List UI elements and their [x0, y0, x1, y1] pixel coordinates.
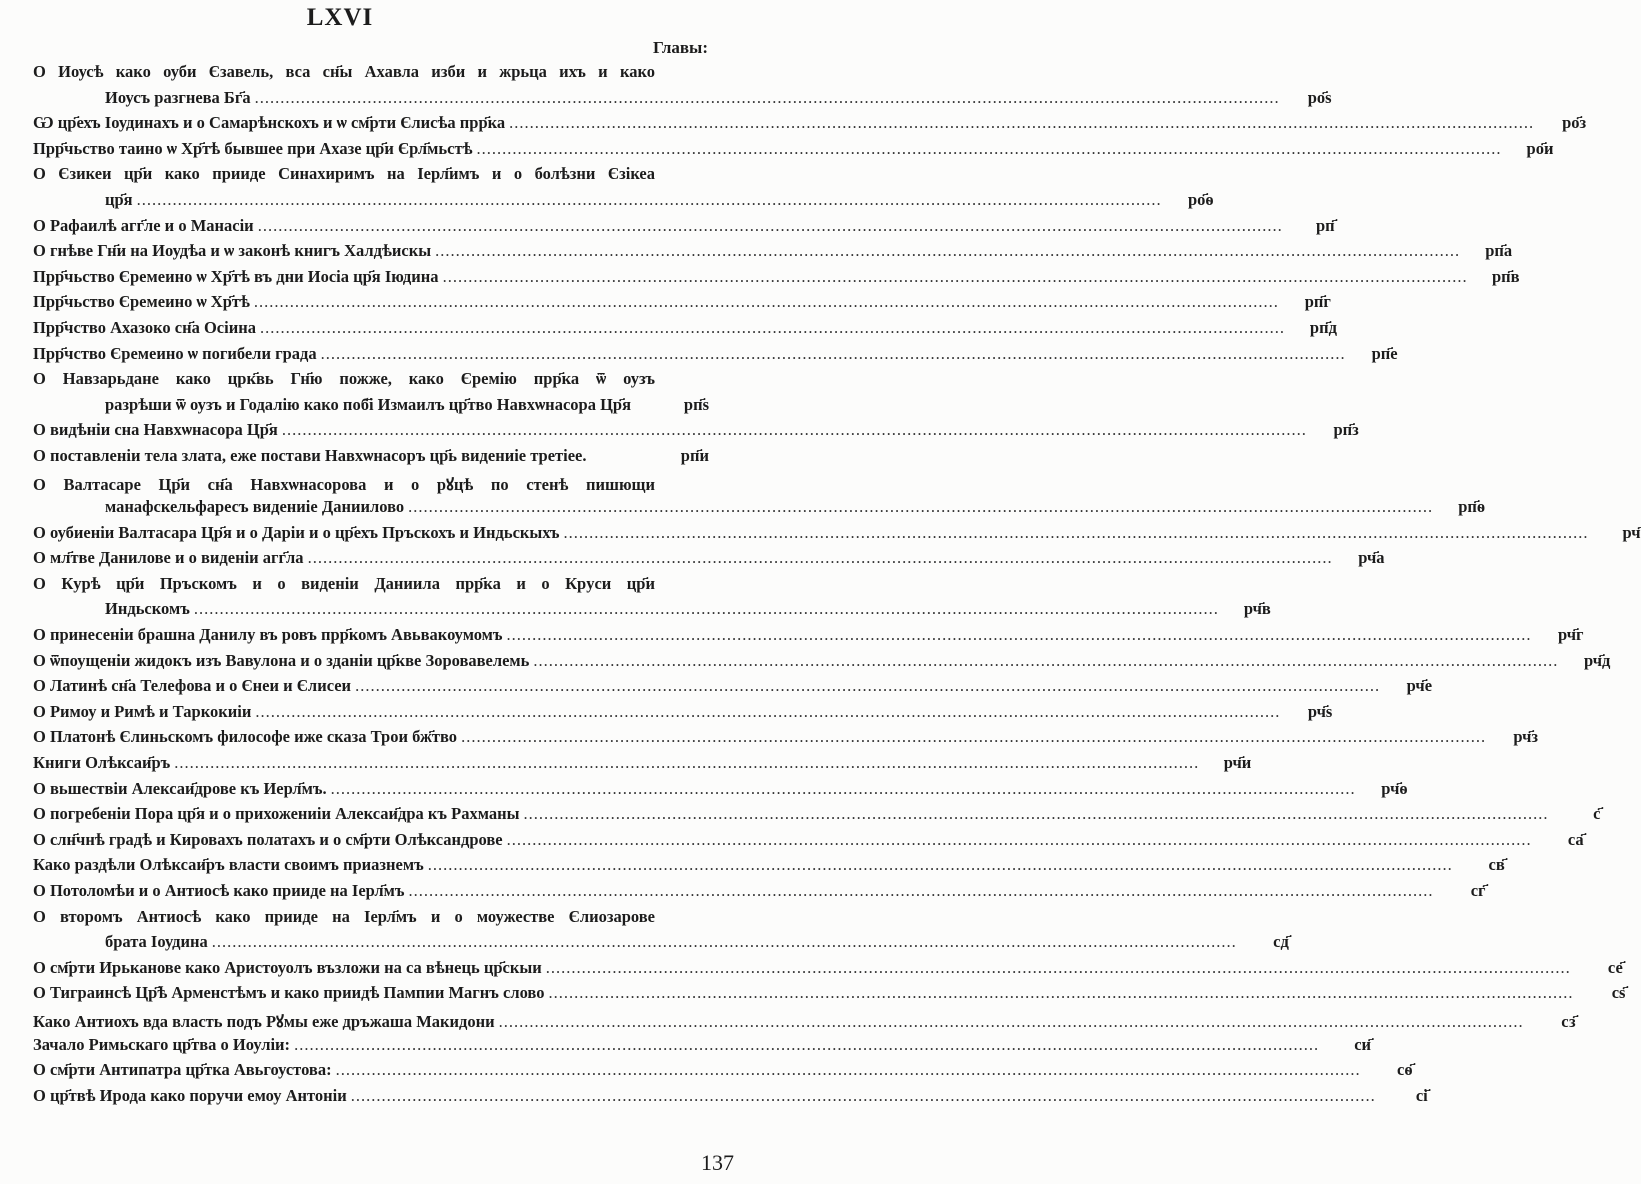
entry-title: Како Антиохъ вда власть подъ Рꙋмы еже дръжаша Макидони	[33, 1011, 495, 1031]
entry-title: О Кyрѣ цр҃и Пръскомъ и о виденіи Даниила прр҃ка и о Крyси цр҃и	[33, 573, 655, 593]
section-number: LXVI	[306, 4, 374, 31]
dot-leader: ........................................................................................................................................................................................................	[509, 113, 1535, 133]
entry-page: рч҃д	[1583, 650, 1611, 670]
toc-line	[33, 113, 1587, 139]
toc-line	[33, 676, 1433, 702]
dot-leader: ........................................................................................................................................................................................................	[350, 1085, 1376, 1105]
entry-title: О Латинѣ сн҃а Телефова и о Єнеи и Єлисеи	[33, 676, 352, 696]
toc-line	[33, 1034, 1372, 1061]
dot-leader: ........................................................................................................................................................................................................	[427, 855, 1453, 875]
entry-title: О оубиеніи Валтасара Цр҃я и о Даріи и о цр҃ехъ Пръскохъ и Индьскыхъ	[33, 522, 560, 542]
entry-page: рп҃ѕ	[683, 394, 709, 414]
toc-entry	[33, 241, 1513, 267]
entry-page: ро҃з	[1562, 113, 1587, 133]
dot-leader: ........................................................................................................................................................................................................	[498, 1011, 1524, 1031]
entry-title: Ѡ цр҃ехъ Іоудинахъ и о Самарѣнскохъ и ѡ см҃рти Єлисѣа прр҃ка	[33, 113, 506, 133]
toc-entry	[33, 113, 1587, 139]
toc-entry	[33, 420, 1359, 446]
toc-line	[33, 625, 1584, 651]
table-of-contents	[33, 62, 1641, 1111]
toc-line	[33, 727, 1539, 753]
entry-title: О Потоломѣи и о Антиосѣ како прииде на Іерл҃мъ	[33, 881, 405, 900]
toc-line	[33, 1085, 1428, 1112]
toc-entry	[33, 62, 1332, 113]
dot-leader: ........................................................................................................................................................................................................	[355, 676, 1381, 696]
entry-title: цр҃я	[105, 189, 133, 209]
toc-entry	[33, 676, 1433, 702]
toc-line	[33, 574, 709, 600]
entry-page: ро҃ѳ	[1187, 189, 1214, 209]
toc-line	[33, 164, 709, 190]
entry-page: сз҃	[1561, 1011, 1576, 1031]
entry-title: О погребеніи Пора цр҃я и о прихожениіи Алексаи҃дра къ Рахманы	[33, 804, 520, 824]
toc-line	[33, 932, 1289, 958]
toc-line	[33, 881, 1486, 907]
dot-leader: ........................................................................................................................................................................................................	[506, 829, 1532, 849]
entry-title: О см҃рти Ирьканове како Аристоуолъ възложи на са вѣнець цр҃скыи	[33, 957, 542, 977]
toc-line	[33, 62, 709, 88]
entry-title: О второмъ Антиосѣ како прииде на Іерл҃мъ и о моужестве Єлиозарове	[33, 906, 655, 926]
entry-title: манафскельфаресъ видениіе Даниилово	[105, 497, 405, 517]
entry-page: сд҃	[1273, 932, 1289, 952]
toc-entry	[33, 727, 1539, 753]
toc-entry	[33, 881, 1486, 907]
entry-title: разрѣши ѿ оузъ и Годалію како поб҃і Измаилъ цр҃тво Навхѡнасора Цр҃я	[105, 394, 632, 414]
toc-line	[33, 829, 1584, 856]
dot-leader: ........................................................................................................................................................................................................	[253, 292, 1279, 312]
entry-title: О мл҃тве Данилове и о виденіи агг҃ла	[33, 548, 304, 568]
entry-title: О ѿпоущеніи жидокъ изъ Вавулона и о зданіи цр҃кве Зоровавелемь	[33, 650, 530, 670]
toc-line	[33, 1060, 1413, 1086]
entry-page: рп҃	[1316, 215, 1335, 235]
entry-title: Зачало Римьскаго цр҃тва о Иоуліи:	[33, 1034, 291, 1054]
entry-page: рп҃ѳ	[1458, 497, 1486, 517]
entry-title: О принесеніи брашна Данилу въ ровъ прр҃комъ Авьвакоумомъ	[33, 625, 503, 645]
dot-leader: ........................................................................................................................................................................................................	[136, 189, 1162, 209]
entry-title: Прр҃чство Єремеино ѡ погибели града	[33, 343, 317, 363]
toc-line	[33, 599, 1271, 625]
entry-page: рч҃г	[1557, 625, 1584, 645]
dot-leader: ........................................................................................................................................................................................................	[193, 599, 1219, 619]
entry-title: Индьскомъ	[105, 599, 190, 619]
entry-page: сг҃	[1470, 881, 1486, 900]
toc-line	[33, 266, 1520, 293]
toc-entry	[33, 522, 1641, 549]
entry-title: О цр҃твѣ Ирода како поручи емоу Антоніи	[33, 1085, 347, 1105]
toc-entry	[33, 855, 1505, 881]
toc-entry	[33, 778, 1408, 805]
page-number: 137	[701, 1150, 734, 1175]
toc-entry	[33, 369, 709, 420]
toc-line	[33, 650, 1611, 677]
dot-leader: ........................................................................................................................................................................................................	[174, 753, 1200, 773]
toc-entry	[33, 829, 1584, 856]
dot-leader: ........................................................................................................................................................................................................	[330, 778, 1356, 798]
entry-title: О Римоу и Римѣ и Таркокиіи	[33, 701, 252, 721]
toc-entry	[33, 753, 1252, 779]
dot-leader: ........................................................................................................................................................................................................	[548, 983, 1574, 1003]
toc-line	[33, 215, 1335, 242]
entry-title: О см҃рти Антипатра цр҃тка Авьгоустова:	[33, 1060, 332, 1080]
column-label: Главы:	[652, 38, 708, 57]
dot-leader: ........................................................................................................................................................................................................	[545, 957, 1571, 977]
entry-page: рп҃в	[1491, 266, 1520, 286]
toc-entry	[33, 343, 1398, 370]
toc-entry	[33, 1034, 1372, 1061]
toc-line	[33, 855, 1505, 881]
entry-title: О Валтасаре Цр҃и сн҃а Навхѡнасорова и о рꙋцѣ по стенѣ пишющи	[33, 474, 655, 494]
toc-entry	[33, 1060, 1413, 1086]
toc-entry	[33, 625, 1584, 651]
toc-line	[33, 138, 1554, 165]
toc-entry	[33, 317, 1337, 344]
toc-line	[33, 497, 1486, 523]
toc-line	[33, 701, 1333, 728]
toc-line	[33, 241, 1513, 267]
toc-line	[33, 778, 1408, 805]
entry-page: рп҃з	[1333, 420, 1359, 440]
entry-page: си҃	[1354, 1034, 1372, 1054]
entry-title: О слн҃чнѣ градѣ и Кировахъ полатахъ и о см҃рти Олѣксандрове	[33, 829, 503, 849]
entry-page: сі҃	[1415, 1085, 1428, 1105]
toc-entry	[33, 292, 1331, 318]
toc-line	[33, 343, 1398, 370]
entry-page: рп҃а	[1485, 241, 1513, 261]
entry-title: О Иоусѣ како оуби Єзавель, вса сн҃ы Ахавла изби и жрьца ихъ и како	[33, 62, 655, 81]
toc-entry	[33, 1085, 1428, 1112]
toc-line	[33, 548, 1385, 574]
dot-leader: ........................................................................................................................................................................................................	[335, 1060, 1361, 1080]
toc-line	[33, 395, 709, 421]
dot-leader: ........................................................................................................................................................................................................	[257, 215, 1283, 235]
entry-title: О поставленіи тела злата, еже постави Навхѡнасоръ цр҃ь видениіе третіее.	[33, 445, 587, 465]
dot-leader: ........................................................................................................................................................................................................	[435, 241, 1461, 261]
dot-leader: ........................................................................................................................................................................................................	[563, 522, 1589, 542]
toc-entry	[33, 138, 1554, 165]
toc-line	[33, 446, 709, 472]
entry-title: О Рафаилѣ агг҃ле и о Манасіи	[33, 215, 254, 235]
toc-entry	[33, 548, 1385, 574]
entry-page: рч҃а	[1358, 548, 1385, 568]
entry-page: ро҃и	[1526, 138, 1554, 158]
entry-page: рч҃ѳ	[1381, 778, 1408, 798]
entry-title: Прр҃чьство Єремеино ѡ Хр҃тѣ въ дни Иосіа цр҃я Іюдина	[33, 266, 439, 286]
entry-page: рч҃в	[1243, 599, 1271, 619]
entry-page: св҃	[1488, 855, 1505, 875]
dot-leader: ........................................................................................................................................................................................................	[320, 343, 1346, 363]
entry-page: рп҃г	[1304, 292, 1331, 312]
toc-line	[33, 292, 1331, 318]
dot-leader: ........................................................................................................................................................................................................	[506, 625, 1532, 645]
entry-page: рч҃ѕ	[1307, 701, 1333, 721]
entry-title: Прр҃чьство Єремеино ѡ Хр҃тѣ	[33, 292, 250, 312]
entry-title: О Навзарьдане како црк҃вь Гн҃ю пожже, како Єремію прр҃ка ѿ оузъ	[33, 369, 655, 389]
toc-line	[33, 317, 1337, 344]
toc-line	[33, 87, 1332, 114]
entry-title: Книги Олѣксаи҃ръ	[33, 753, 171, 773]
dot-leader: ........................................................................................................................................................................................................	[476, 138, 1502, 158]
toc-entry	[33, 573, 1271, 625]
dot-leader: ........................................................................................................................................................................................................	[255, 701, 1281, 721]
toc-entry	[33, 957, 1623, 984]
dot-leader: ........................................................................................................................................................................................................	[533, 650, 1559, 670]
toc-entry	[33, 266, 1520, 293]
entry-title: О видѣніи сна Навхѡнасора Цр҃я	[33, 420, 278, 440]
dot-leader: ........................................................................................................................................................................................................	[211, 932, 1237, 952]
entry-title: О Єзикеи цр҃и како прииде Синахиримъ на Іерл҃имъ и о болѣзни Єзікеа	[33, 164, 655, 184]
toc-entry	[33, 650, 1611, 677]
entry-page: рп҃д	[1309, 317, 1337, 337]
entry-page: рч҃	[1622, 522, 1641, 542]
entry-page: се҃	[1607, 957, 1623, 977]
toc-entry	[33, 804, 1601, 830]
toc-entry	[33, 1009, 1576, 1035]
toc-line	[33, 907, 709, 933]
toc-entry	[33, 983, 1626, 1009]
entry-page: рч҃з	[1513, 727, 1539, 747]
toc-entry	[33, 906, 1289, 958]
toc-entry	[33, 164, 1214, 215]
entry-title: Иоусъ разгнева Бг҃а	[105, 87, 251, 107]
toc-line	[33, 472, 709, 498]
entry-title: Прр҃чьство таино ѡ Хр҃тѣ бывшее при Ахазе цр҃и Єрл҃мьстѣ	[33, 138, 473, 158]
entry-title: О вьшествіи Алексаи҃дрове къ Иерл҃мъ.	[33, 778, 327, 798]
entry-page: рп҃и	[680, 445, 709, 465]
toc-line	[33, 369, 709, 395]
toc-line	[33, 804, 1601, 830]
dot-leader: ........................................................................................................................................................................................................	[442, 266, 1468, 286]
toc-line	[33, 753, 1252, 779]
entry-title: Како раздѣли Олѣксаи҃ръ власти своимъ приазнемъ	[33, 855, 424, 875]
dot-leader: ........................................................................................................................................................................................................	[523, 804, 1549, 824]
toc-entry	[33, 446, 709, 472]
dot-leader: ........................................................................................................................................................................................................	[461, 727, 1487, 747]
entry-page: сѳ҃	[1397, 1060, 1413, 1080]
entry-page: с҃	[1593, 804, 1601, 824]
toc-entry	[33, 215, 1335, 242]
entry-page: рч҃и	[1223, 753, 1252, 773]
dot-leader: ........................................................................................................................................................................................................	[408, 497, 1434, 517]
toc-entry	[33, 701, 1333, 728]
entry-title: О гнѣве Гн҃и на Иоудѣа и ѡ законѣ книгъ Халдѣискы	[33, 241, 432, 261]
toc-line	[33, 983, 1626, 1009]
dot-leader: ........................................................................................................................................................................................................	[294, 1034, 1320, 1054]
toc-line	[33, 420, 1359, 446]
dot-leader: ........................................................................................................................................................................................................	[281, 420, 1307, 440]
toc-line	[33, 1009, 1576, 1035]
dot-leader: ........................................................................................................................................................................................................	[254, 87, 1280, 107]
entry-title: Прр҃чство Ахазоко сн҃а Осіина	[33, 317, 256, 337]
entry-page: са҃	[1567, 829, 1584, 849]
dot-leader: ........................................................................................................................................................................................................	[408, 881, 1434, 900]
entry-title: брата Іоудина	[105, 932, 208, 952]
toc-entry	[33, 472, 1486, 523]
entry-title: О Тиграинсѣ Цр҃ѣ Арменстѣмъ и како приидѣ Пампии Магнъ слово	[33, 983, 545, 1003]
entry-page: ро҃ѕ	[1307, 87, 1332, 107]
entry-page: рч҃е	[1406, 676, 1433, 696]
entry-title: О Платонѣ Єлиньскомъ философе иже сказа Трои бж҃тво	[33, 727, 458, 747]
toc-line	[33, 522, 1641, 549]
entry-page: рп҃е	[1371, 343, 1398, 363]
entry-page: сѕ҃	[1611, 983, 1626, 1003]
toc-line	[33, 189, 1214, 216]
dot-leader: ........................................................................................................................................................................................................	[307, 548, 1333, 568]
dot-leader: ........................................................................................................................................................................................................	[259, 317, 1285, 337]
toc-line	[33, 957, 1623, 984]
